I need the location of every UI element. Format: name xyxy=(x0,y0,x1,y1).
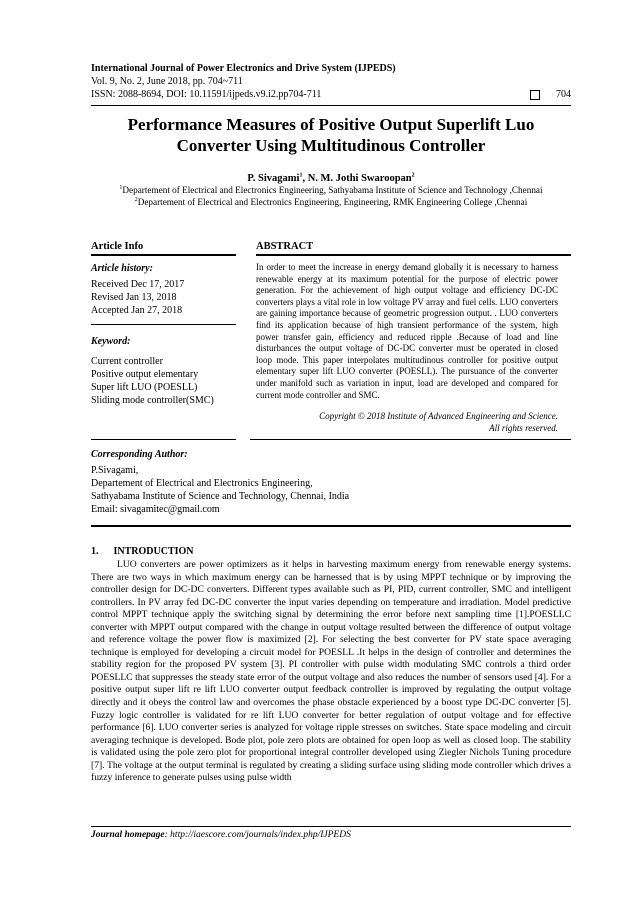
affiliations xyxy=(91,184,571,208)
abstract-heading: ABSTRACT xyxy=(256,241,314,252)
info-bottom-rule xyxy=(91,439,236,440)
keyword-item: Super lift LUO (POESLL) xyxy=(91,382,198,393)
paper-title: Performance Measures of Positive Output Superlift Luo Converter Using Multitudinous Controller xyxy=(127,115,535,155)
running-header xyxy=(91,62,571,101)
article-history: Article history: Received Dec 17, 2017 Revised Jan 13, 2018 Accepted Jan 27, 2018 xyxy=(91,262,241,317)
article-info-rule xyxy=(91,254,236,256)
footer-rule xyxy=(91,826,571,827)
affiliation-1: $^1$Departement of Electrical and Electronics Engineering, Sathyabama Institute of Science and Technology ,Chennai xyxy=(119,184,543,195)
journal-homepage: Journal homepage: http://iaescore.com/journals/index.php/IJPEDS xyxy=(91,830,351,840)
abstract-rule xyxy=(256,254,571,256)
section-heading: 1. INTRODUCTION xyxy=(91,546,194,557)
abstract-bottom-rule xyxy=(250,439,571,440)
keyword-item: Positive output elementary xyxy=(91,369,199,380)
received-date: Received Dec 17, 2017 xyxy=(91,279,185,290)
copyright-notice: Copyright © 2018 Institute of Advanced Engineering and Science. All rights reserved. xyxy=(319,411,558,433)
keyword-list: Keyword: Current controller Positive output elementary Super lift LUO (POESLL) Sliding mode controller(SMC) xyxy=(91,335,241,407)
corresponding-rule xyxy=(91,525,571,527)
volume-info: Vol. 9, No. 2, June 2018, pp. 704~711 xyxy=(91,76,243,87)
keyword-item: Sliding mode controller(SMC) xyxy=(91,395,214,406)
author-name: P.Sivagami, xyxy=(91,465,139,476)
keyword-item: Current controller xyxy=(91,356,163,367)
corresponding-author: Corresponding Author: P.Sivagami, Departement of Electrical and Electronics Engineering, Sathyabama Institute of Science and Technology, Chennai, India Email: sivagamitec@gmail.com xyxy=(91,448,571,516)
article-info-heading: Article Info xyxy=(91,241,144,252)
accepted-date: Accepted Jan 27, 2018 xyxy=(91,305,183,316)
abstract-text: In order to meet the increase in energy demand globally it is necessary to harness renewable energy at its maximum potential for the purpose of electric power generation. For the achievement of high output voltage and efficiency DC-DC converters plays a vital role in low voltage PV array and fuel cells. LUO converters are gaining importance because of geometric progression output. . LUO converters find its application because of high transient performance of the system, high power transfer gain, efficiency and reduced ripple .Because of load and line disturbances the output voltage of DC-DC converter must be operated in closed loop mode. This paper interpolates multitudinous controller for positive output elementary super lift LUO converter (POESLL). The pursuance of the converter under manifold such as variation in input, load are developed and compared for current mode controller and SMC. xyxy=(256,262,558,400)
square-icon xyxy=(530,90,540,100)
header-rule xyxy=(91,105,571,106)
history-rule xyxy=(91,324,236,325)
revised-date: Revised Jan 13, 2018 xyxy=(91,292,177,303)
author-list: P. Sivagami$^1$, N. M. Jothi Swaroopan$^2$ xyxy=(247,172,415,184)
affiliation-2: $^2$Departement of Electrical and Electronics Engineering, Engineering, RMK Engineering College ,Chennai xyxy=(134,196,528,207)
page-number: 704 xyxy=(556,89,571,100)
author-dept: Departement of Electrical and Electronics Engineering, xyxy=(91,478,313,489)
introduction-text: LUO converters are power optimizers as it helps in harvesting maximum energy from renewable energy systems. There are two ways in which maximum energy can be harnessed that is by using MPPT technique or by improving the controller design for DC-DC converters. Different types available such as PI, PID, current controller, SMC and intelligent controllers. In PV array fed DC-DC converter the input varies depending on temperature and irradiation. Model predictive control MPPT technique apply the switching signal by determining the error before next sampling time [1].POESLLC converter with MPPT output compared with the change in output voltage resulted between the difference of output voltage and reference voltage the power flow is maximized [2]. For selecting the best converter for PV state space averaging technique is employed for developing a circuit model for POESLL .It helps in the design of controller and determines the stability region for the proposed PV system [3]. PI controller with pulse width modulating SMC controls a third order POESLLC that suppresses the steady state error of the output voltage and also reduces the number of sensors used [4]. For a positive output super lift re lift LUO converter output feedback controller is improved by regulating the output voltage directly and it obeys the control law and overcomes the phase obstacle experienced by a boost type DC-DC converter [5]. Fuzzy logic controller is validated for re lift LUO converter for better regulation of output voltage and for effective performance [6]. LUO converter series is analyzed for voltage ripple stresses on switches. State space modeling and circuit averaging technique is developed. Bode plot, pole zero plots are obtained for open loop as well as closed loop. The stability is validated using the pole zero plot for proportional integral controller developed using Ziegler Nichols Tuning procedure [7]. The voltage at the output terminal is regulated by creating a sliding surface using sliding mode controller which drives a fuzzy inference to generate pulses using pulse width xyxy=(91,559,571,784)
author-email: Email: sivagamitec@gmail.com xyxy=(91,504,220,515)
author-institution: Sathyabama Institute of Science and Technology, Chennai, India xyxy=(91,491,350,502)
journal-name: International Journal of Power Electronics and Drive System (IJPEDS) xyxy=(91,63,396,74)
issn-doi: ISSN: 2088-8694, DOI: 10.11591/ijpeds.v9.i2.pp704-711 xyxy=(91,89,322,100)
